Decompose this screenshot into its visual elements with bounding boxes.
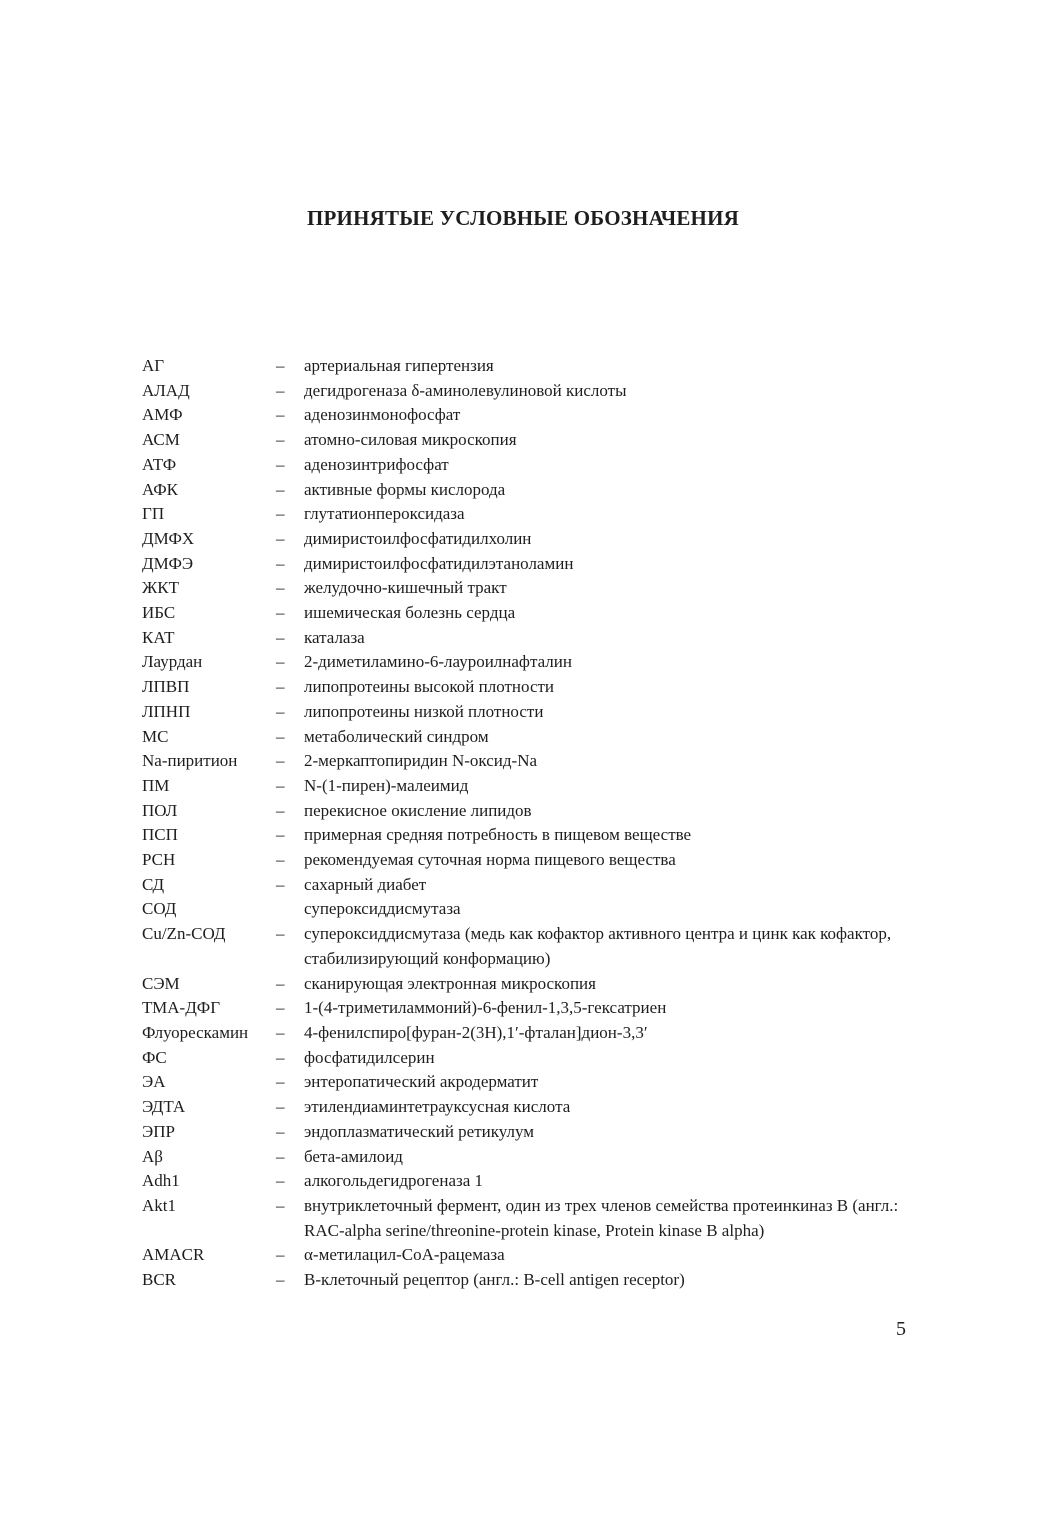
abbreviation-entry <box>142 675 912 700</box>
abbreviation-term: АФК <box>142 479 178 499</box>
abbreviation-term: МС <box>142 726 169 746</box>
abbreviation-definition: N-(1-пирен)-малеимид <box>304 775 469 795</box>
abbreviation-entry <box>142 1145 912 1170</box>
abbreviation-entry <box>142 354 912 379</box>
abbreviation-entry <box>142 996 912 1021</box>
abbreviation-dash: – <box>276 825 285 845</box>
abbreviation-term: ИБС <box>142 603 176 623</box>
abbreviation-definition: каталаза <box>304 627 365 647</box>
abbreviation-definition: супероксиддисмутаза <box>304 899 461 919</box>
abbreviation-definition: энтеропатический акродерматит <box>304 1072 539 1092</box>
abbreviation-term: СОД <box>142 899 177 919</box>
abbreviation-term: ЖКТ <box>142 578 179 598</box>
abbreviation-dash: – <box>276 874 285 894</box>
abbreviation-definition: эндоплазматический ретикулум <box>304 1121 535 1141</box>
abbreviation-definition: этилендиаминтетрауксусная кислота <box>304 1097 571 1117</box>
abbreviation-list <box>142 354 912 1293</box>
abbreviation-dash: – <box>276 1047 285 1067</box>
abbreviation-term: СД <box>142 874 165 894</box>
abbreviation-term: СЭМ <box>142 973 180 993</box>
abbreviation-definition: липопротеины низкой плотности <box>304 701 544 721</box>
abbreviation-entry <box>142 873 912 898</box>
abbreviation-term: Флуорескамин <box>142 1022 249 1042</box>
abbreviation-dash: – <box>276 356 285 375</box>
abbreviation-dash: – <box>276 1072 285 1092</box>
abbreviation-entry <box>142 972 912 997</box>
abbreviation-dash: – <box>276 454 285 474</box>
abbreviation-definition: α-метилацил-CoA-рацемаза <box>304 1245 505 1265</box>
abbreviation-definition: рекомендуемая суточная норма пищевого вещества <box>304 850 676 870</box>
abbreviation-term: Cu/Zn-СОД <box>142 924 226 944</box>
abbreviation-entry <box>142 1169 912 1194</box>
abbreviation-term: ТМА-ДФГ <box>142 998 221 1018</box>
abbreviation-dash: – <box>276 1097 285 1117</box>
abbreviation-dash: – <box>276 1245 285 1265</box>
abbreviation-entry <box>142 502 912 527</box>
abbreviation-entry <box>142 1268 912 1293</box>
abbreviation-definition: бета-амилоид <box>304 1146 403 1166</box>
abbreviation-entry <box>142 379 912 404</box>
abbreviation-dash: – <box>276 677 285 697</box>
abbreviation-term: AMACR <box>142 1245 205 1265</box>
abbreviation-definition: примерная средняя потребность в пищевом веществе <box>304 825 692 845</box>
abbreviation-entry <box>142 1194 912 1243</box>
abbreviation-definition: димиристоилфосфатидилэтаноламин <box>304 553 574 573</box>
abbreviation-term: ФС <box>142 1047 167 1067</box>
abbreviation-entry <box>142 552 912 577</box>
abbreviation-entry <box>142 774 912 799</box>
abbreviation-term: КАТ <box>142 627 175 647</box>
abbreviation-term: ЭДТА <box>142 1097 186 1117</box>
abbreviation-dash: – <box>276 1171 285 1191</box>
abbreviation-definition: липопротеины высокой плотности <box>304 677 555 697</box>
abbreviation-definition: глутатионпероксидаза <box>304 504 465 524</box>
abbreviation-dash: – <box>276 553 285 573</box>
abbreviation-definition: 2-диметиламино-6-лауроилнафталин <box>304 652 572 672</box>
abbreviation-entry <box>142 700 912 725</box>
abbreviation-dash: – <box>276 924 285 944</box>
abbreviation-dash: – <box>276 1270 285 1290</box>
abbreviation-dash: – <box>276 652 285 672</box>
abbreviation-dash: – <box>276 701 285 721</box>
page-title: ПРИНЯТЫЕ УСЛОВНЫЕ ОБОЗНАЧЕНИЯ <box>307 206 739 230</box>
abbreviation-entry <box>142 1046 912 1071</box>
abbreviation-definition: димиристоилфосфатидилхолин <box>304 528 532 548</box>
abbreviation-term: ДМФЭ <box>142 553 194 573</box>
abbreviation-term: ДМФХ <box>142 528 195 548</box>
abbreviation-term: ГП <box>142 504 165 524</box>
abbreviation-dash: – <box>276 405 285 425</box>
abbreviation-term: Aβ <box>142 1146 163 1166</box>
abbreviation-dash: – <box>276 800 285 820</box>
abbreviation-entry <box>142 897 912 922</box>
abbreviation-entry <box>142 725 912 750</box>
abbreviation-term: ПСП <box>142 825 178 845</box>
abbreviation-term: Лаурдан <box>142 652 203 672</box>
abbreviation-entry <box>142 1021 912 1046</box>
abbreviation-term: АГ <box>142 356 165 375</box>
abbreviation-dash: – <box>276 504 285 524</box>
abbreviation-entry <box>142 576 912 601</box>
abbreviation-definition: аденозинмонофосфат <box>304 405 461 425</box>
abbreviation-term: Adh1 <box>142 1171 180 1191</box>
abbreviation-definition: метаболический синдром <box>304 726 489 746</box>
abbreviation-definition: алкогольдегидрогеназа 1 <box>304 1171 483 1191</box>
abbreviation-entry <box>142 823 912 848</box>
abbreviation-dash: – <box>276 1022 285 1042</box>
abbreviation-entry <box>142 527 912 552</box>
abbreviation-definition: активные формы кислорода <box>304 479 506 499</box>
abbreviation-dash: – <box>276 380 285 400</box>
abbreviation-definition: 1-(4-триметиламмоний)-6-фенил-1,3,5-гексатриен <box>304 998 667 1018</box>
abbreviation-entry <box>142 749 912 774</box>
abbreviation-term: АМФ <box>142 405 183 425</box>
abbreviation-term: Akt1 <box>142 1195 176 1215</box>
abbreviation-definition: перекисное окисление липидов <box>304 800 532 820</box>
abbreviation-entry <box>142 428 912 453</box>
abbreviation-definition: желудочно-кишечный тракт <box>304 578 507 598</box>
abbreviation-definition: В-клеточный рецептор (англ.: B-cell antigen receptor) <box>304 1270 685 1290</box>
abbreviation-entry <box>142 1070 912 1095</box>
abbreviation-definition: 4-фенилспиро[фуран-2(3Н),1′-фталан]дион-3,3′ <box>304 1022 648 1042</box>
abbreviation-entry <box>142 601 912 626</box>
abbreviation-term: ЭПР <box>142 1121 175 1141</box>
abbreviation-definition: сахарный диабет <box>304 874 427 894</box>
abbreviation-term: BCR <box>142 1270 177 1290</box>
abbreviation-definition: атомно-силовая микроскопия <box>304 430 517 450</box>
abbreviation-dash: – <box>276 775 285 795</box>
abbreviation-dash: – <box>276 998 285 1018</box>
abbreviation-entry <box>142 453 912 478</box>
abbreviation-entry <box>142 1095 912 1120</box>
abbreviation-dash: – <box>276 528 285 548</box>
abbreviation-term: АСМ <box>142 430 180 450</box>
abbreviation-term: Na-пиритион <box>142 751 238 771</box>
abbreviation-entry <box>142 403 912 428</box>
abbreviation-entry <box>142 848 912 873</box>
abbreviation-definition: внутриклеточный фермент, один из трех членов семейства протеинкиназ В (англ.: RAC-alpha serine/threonine-protein kinase, Protein kinase B alpha) <box>304 1195 899 1240</box>
abbreviation-entry <box>142 478 912 503</box>
abbreviation-entry <box>142 1243 912 1268</box>
abbreviation-dash: – <box>276 627 285 647</box>
abbreviation-dash: – <box>276 578 285 598</box>
abbreviation-definition: 2-меркаптопиридин N-оксид-Na <box>304 751 538 771</box>
abbreviation-entry <box>142 650 912 675</box>
abbreviation-term: АЛАД <box>142 380 190 400</box>
abbreviation-dash: – <box>276 603 285 623</box>
abbreviation-dash: – <box>276 726 285 746</box>
abbreviation-term: ПОЛ <box>142 800 178 820</box>
abbreviation-term: ЭА <box>142 1072 166 1092</box>
abbreviation-dash: – <box>276 850 285 870</box>
abbreviation-dash: – <box>276 751 285 771</box>
abbreviation-definition: фосфатидилсерин <box>304 1047 435 1067</box>
abbreviation-term: АТФ <box>142 454 177 474</box>
abbreviation-dash: – <box>276 1146 285 1166</box>
abbreviation-term: ЛПВП <box>142 677 190 697</box>
abbreviation-dash: – <box>276 430 285 450</box>
abbreviation-entry <box>142 922 912 971</box>
abbreviation-entry <box>142 626 912 651</box>
abbreviation-term: ПМ <box>142 775 170 795</box>
abbreviation-entry <box>142 799 912 824</box>
abbreviation-dash: – <box>276 1195 285 1215</box>
abbreviation-dash: – <box>276 479 285 499</box>
abbreviation-term: ЛПНП <box>142 701 191 721</box>
abbreviation-entry <box>142 1120 912 1145</box>
abbreviation-definition: ишемическая болезнь сердца <box>304 603 516 623</box>
abbreviation-term: РСН <box>142 850 176 870</box>
page-number: 5 <box>896 1318 906 1340</box>
abbreviation-definition: артериальная гипертензия <box>304 356 494 375</box>
abbreviation-dash: – <box>276 1121 285 1141</box>
abbreviation-dash: – <box>276 973 285 993</box>
abbreviation-definition: аденозинтрифосфат <box>304 454 449 474</box>
abbreviation-definition: супероксиддисмутаза (медь как кофактор активного центра и цинк как кофактор, стабилизирующий конформацию) <box>304 924 892 968</box>
abbreviation-definition: сканирующая электронная микроскопия <box>304 973 596 993</box>
abbreviation-definition: дегидрогеназа δ-аминолевулиновой кислоты <box>304 380 627 400</box>
